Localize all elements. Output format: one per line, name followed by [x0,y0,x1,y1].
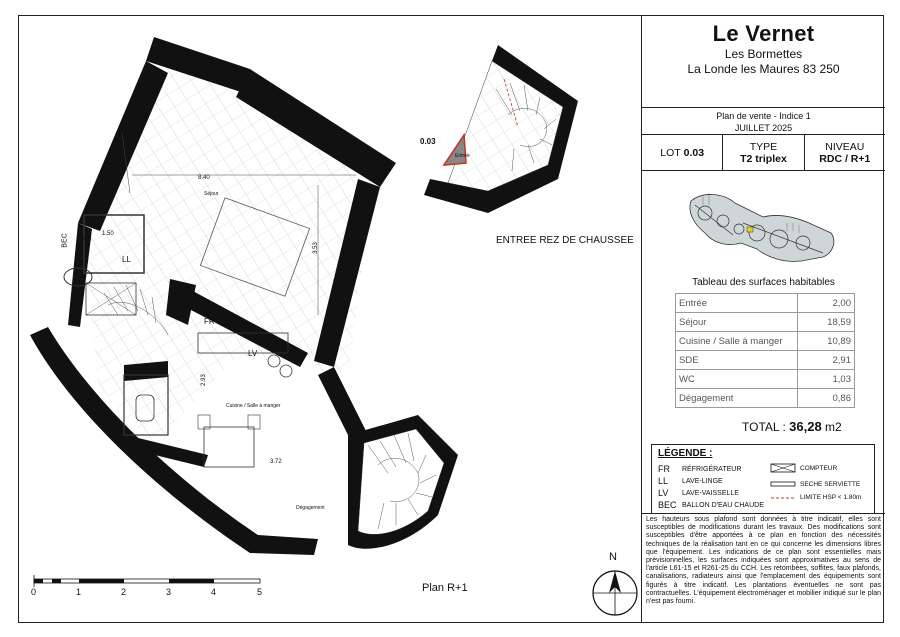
lot-location-marker [747,227,753,232]
disclaimer-notes: Les hauteurs sous plafond sont données à titre indicatif, elles sont susceptibles de modifications durant les travaux. Des modifications sont susceptibles d'être apportées à ce plan en fonction des nécessités techniques de la réalisation tant en ce qui concerne les dimensions libres que l'équipement. Les indications de ce plan sont essentielles mais prévisionnelles, les surfaces indiquées sont approximatives au sens de l'article L61-15 et R261-25 du CCH. Les retombées, soffites, faux plafonds, canalisations, radiateurs ainsi que l'emplacement des équipements sont figurés à titre indicatif. Les plantations éventuelles ne sont pas contractuelles. L'équipement électroménager et mobilier indiqué sur le plan n'est pas fourni. [642,513,885,608]
legend-title: LÉGENDE : [658,448,713,459]
legend-abbr: LL [658,476,669,486]
total-label: TOTAL : [742,420,786,434]
room-degagement: Dégagement [296,505,325,511]
lot-info [642,135,885,171]
room-cuisine: Cuisine / Salle à manger [226,403,281,409]
total-value: 36,28 [789,419,822,434]
lot-value: 0.03 [683,146,705,159]
room-name: Dégagement [676,389,798,408]
surface-row [676,389,855,408]
project-address: La Londe les Maures 83 250 [687,62,840,76]
niveau-cell [805,135,885,170]
legend-item [658,500,764,510]
equip-ll: LL [122,255,131,264]
surfaces-total [742,419,842,434]
niveau-value: RDC / R+1 [819,152,871,165]
north-arrow-icon [593,571,637,615]
floor-plan [18,15,642,623]
scale-tick: 2 [121,587,127,597]
type-value: T2 triplex [740,152,787,165]
dim-label: 1.50 [102,231,114,237]
legend-symbol-text: SECHE SERVIETTE [800,480,861,488]
legend-item [658,476,723,486]
legend-text: LAVE-LINGE [682,477,723,485]
legend-item [658,488,739,498]
legend-text: RÉFRIGÉRATEUR [682,465,742,473]
dim-label: 8.40 [198,175,210,181]
surface-row [676,332,855,351]
room-area: 1,03 [798,370,855,389]
room-sde: SDE [81,236,92,242]
surface-row [676,351,855,370]
legend-item [658,464,741,474]
north-label: N [609,551,617,563]
legend-symbol [770,480,860,488]
room-area: 10,89 [798,332,855,351]
meter-icon [770,463,796,473]
dim-label: 2.93 [200,374,207,386]
scale-tick: 0 [31,587,37,597]
surface-row [676,313,855,332]
room-wc: WC [156,364,165,370]
lot-marker-icon [444,135,466,165]
room-name: Entrée [676,294,798,313]
legend-abbr: BEC [658,500,677,510]
dim-label: 3.72 [270,459,282,465]
room-name: Cuisine / Salle à manger [676,332,798,351]
scale-tick: 5 [257,587,263,597]
level-label: Plan R+1 [422,582,468,594]
room-area: 2,00 [798,294,855,313]
room-name: WC [676,370,798,389]
room-sejour: Séjour [204,191,219,197]
surfaces-title: Tableau des surfaces habitables [692,277,835,288]
height-limit-icon [770,495,796,501]
dim-label: 3.53 [312,242,319,254]
legend-text: LAVE-VAISSELLE [682,489,739,497]
type-label: TYPE [749,140,778,153]
lot-label: LOT [660,146,681,159]
title-block [641,15,884,623]
project-header [642,15,885,108]
floor-plan-drawing [18,15,642,623]
equip-bec: BEC [61,233,69,248]
dim-label: 3.92 [123,135,132,149]
entrance-label: ENTREE REZ DE CHAUSSEE [496,235,634,246]
room-entree: Entrée [455,153,470,159]
room-name: Séjour [676,313,798,332]
surface-row [676,294,855,313]
surfaces-table [675,293,855,408]
dim-label: 1.17 [438,195,450,201]
project-title: Le Vernet [712,21,815,46]
legend-symbol-text: COMPTEUR [800,464,838,472]
surface-row [676,370,855,389]
room-area: 2,91 [798,351,855,370]
niveau-label: NIVEAU [825,140,865,153]
lot-marker-label: 0.03 [420,137,436,146]
project-subtitle: Les Bormettes [724,47,803,61]
legend-abbr: LV [658,488,669,498]
key-plan-map [683,183,843,273]
legend-symbol [770,494,861,501]
legend-abbr: FR [658,464,670,474]
scale-tick: 4 [211,587,217,597]
plan-type: Plan de vente - Indice 1 [716,111,811,121]
room-area: 18,59 [798,313,855,332]
scale-tick: 1 [76,587,82,597]
equip-fr: FR [204,317,215,326]
lot-cell [642,135,723,170]
legend-symbol [770,463,837,473]
legend [651,444,875,514]
towel-dryer-icon [770,480,796,488]
plan-version [642,108,885,135]
legend-text: BALLON D'EAU CHAUDE [682,501,764,509]
plan-date: JUILLET 2025 [734,123,793,133]
equip-lv: LV [248,349,258,358]
scale-tick: 3 [166,587,172,597]
type-cell [723,135,804,170]
total-unit: m2 [825,420,842,434]
room-area: 0,86 [798,389,855,408]
scale-bar [34,575,260,587]
room-name: SDE [676,351,798,370]
legend-symbol-text: LIMITE HSP < 1.80m [800,494,862,501]
